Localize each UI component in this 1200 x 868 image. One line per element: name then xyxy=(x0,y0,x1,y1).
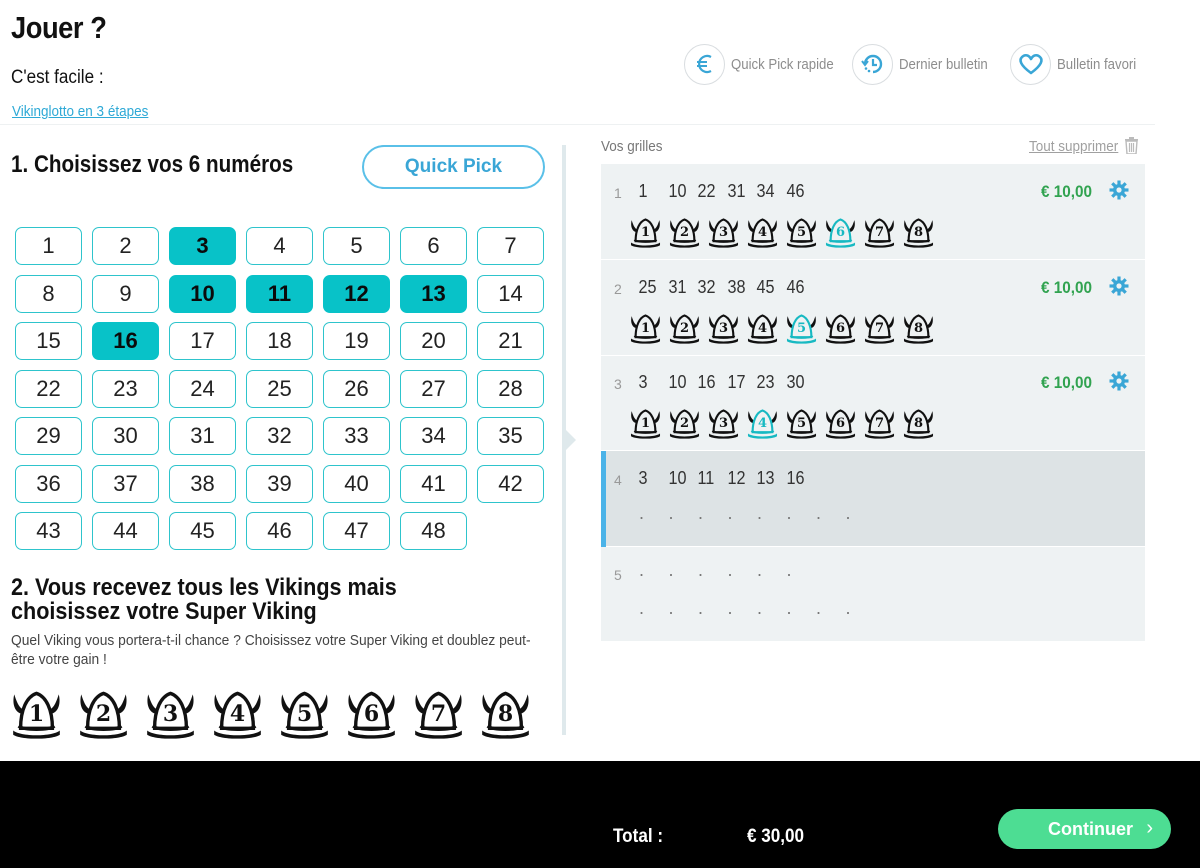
grid-row-5[interactable] xyxy=(601,546,1145,642)
grid-numbers xyxy=(637,181,814,202)
grid-number: 31 xyxy=(726,181,746,201)
grid-viking-1 xyxy=(629,216,662,248)
grid-row-3[interactable] xyxy=(601,355,1145,451)
page-title: Jouer ? xyxy=(11,10,107,45)
number-cell-43[interactable]: 43 xyxy=(15,512,82,550)
viking-number: 4 xyxy=(757,225,768,240)
number-cell-37[interactable]: 37 xyxy=(92,465,159,503)
number-cell-23[interactable]: 23 xyxy=(92,370,159,408)
grid-viking-7 xyxy=(863,312,896,344)
page-subtitle: C'est facile : xyxy=(11,67,104,88)
number-cell-12[interactable]: 12 xyxy=(323,275,390,313)
number-cell-20[interactable]: 20 xyxy=(400,322,467,360)
viking-number: 2 xyxy=(95,701,112,727)
grid-number: 13 xyxy=(756,467,775,488)
header-divider xyxy=(0,124,1155,125)
viking-number: 6 xyxy=(363,701,380,727)
grid-number: 46 xyxy=(785,276,805,297)
number-cell-29[interactable]: 29 xyxy=(15,417,82,455)
number-cell-27[interactable]: 27 xyxy=(400,370,467,408)
grid-price: € 10,00 xyxy=(1041,373,1093,392)
number-cell-17[interactable]: 17 xyxy=(169,322,236,360)
grid-vikings xyxy=(629,407,935,439)
viking-number: 7 xyxy=(874,320,885,336)
grid-vikings xyxy=(629,312,935,344)
grid-viking-3 xyxy=(707,407,740,439)
step2-description: Quel Viking vous portera-t-il chance ? Choisissez votre Super Viking et doublez peut-être votre gain ! xyxy=(11,632,531,668)
super-viking-6[interactable] xyxy=(345,688,398,739)
grid-row-2[interactable] xyxy=(601,260,1145,356)
number-cell-18[interactable]: 18 xyxy=(246,322,313,360)
viking-number: 7 xyxy=(874,225,885,240)
grid-viking-4 xyxy=(746,407,779,439)
number-cell-4[interactable]: 4 xyxy=(246,227,313,265)
quick-pick-rapide-button[interactable] xyxy=(684,43,848,85)
grid-viking-6 xyxy=(824,216,857,248)
grid-number: 32 xyxy=(697,276,716,297)
grid-number: 46 xyxy=(785,181,805,201)
viking-number: 8 xyxy=(913,416,924,431)
number-cell-42[interactable]: 42 xyxy=(477,465,544,503)
grid-number: 38 xyxy=(726,276,746,297)
number-cell-46[interactable]: 46 xyxy=(246,512,313,550)
grid-price: € 10,00 xyxy=(1041,182,1093,201)
number-cell-1[interactable]: 1 xyxy=(15,227,82,265)
grid-index: 1 xyxy=(614,185,622,201)
viking-number: 3 xyxy=(718,225,729,240)
grid-viking-5 xyxy=(785,312,818,344)
grid-price: € 10,00 xyxy=(1041,277,1093,297)
viking-number: 7 xyxy=(874,416,885,431)
grid-number: 16 xyxy=(785,467,805,488)
delete-all-link[interactable]: Tout supprimer xyxy=(1029,138,1119,155)
number-cell-31[interactable]: 31 xyxy=(169,417,236,455)
number-cell-33[interactable]: 33 xyxy=(323,417,390,455)
super-viking-7[interactable] xyxy=(412,688,465,739)
chevron-right-icon: › xyxy=(1146,817,1153,839)
grid-viking-3 xyxy=(707,216,740,248)
viking-number: 1 xyxy=(28,701,45,727)
step2-title: 2. Vous recevez tous les Vikings mais choisissez votre Super Viking xyxy=(11,574,397,625)
grid-index: 4 xyxy=(614,471,622,488)
grid-viking-4 xyxy=(746,216,779,248)
number-cell-44[interactable]: 44 xyxy=(92,512,159,550)
viking-number: 7 xyxy=(430,701,447,727)
number-cell-41[interactable]: 41 xyxy=(400,465,467,503)
grid-number: 3 xyxy=(638,372,648,392)
continue-label: Continuer xyxy=(1048,818,1133,839)
super-viking-8[interactable] xyxy=(479,688,532,739)
number-cell-38[interactable]: 38 xyxy=(169,465,236,503)
number-cell-30[interactable]: 30 xyxy=(92,417,159,455)
number-cell-22[interactable]: 22 xyxy=(15,370,82,408)
grid-row-1[interactable] xyxy=(601,164,1145,260)
grid-number: 10 xyxy=(667,181,687,201)
grid-number: 25 xyxy=(638,276,657,297)
grid-viking-8 xyxy=(902,216,935,248)
grid-viking-6 xyxy=(824,312,857,344)
viking-number: 5 xyxy=(296,701,313,727)
gear-icon[interactable] xyxy=(1109,371,1129,391)
viking-number: 3 xyxy=(718,416,729,431)
number-cell-21[interactable]: 21 xyxy=(477,322,544,360)
bulletin-favori-button[interactable] xyxy=(1010,43,1147,85)
grid-number: 17 xyxy=(726,372,746,392)
grid-index: 2 xyxy=(614,280,622,297)
grid-viking-4 xyxy=(746,312,779,344)
grid-number: 10 xyxy=(667,467,687,488)
grid-row-4[interactable] xyxy=(601,451,1145,547)
number-cell-28[interactable]: 28 xyxy=(477,370,544,408)
viking-number: 8 xyxy=(497,701,514,727)
number-cell-9[interactable]: 9 xyxy=(92,275,159,313)
viking-number: 1 xyxy=(640,320,651,336)
number-cell-2[interactable]: 2 xyxy=(92,227,159,265)
gear-icon[interactable] xyxy=(1109,180,1129,200)
number-cell-19[interactable]: 19 xyxy=(323,322,390,360)
grid-index: 5 xyxy=(614,567,622,583)
grid-number: 12 xyxy=(726,467,746,488)
viking-number: 6 xyxy=(835,320,846,336)
viking-number: 4 xyxy=(757,320,768,336)
super-viking-5[interactable] xyxy=(278,688,331,739)
viking-number: 2 xyxy=(679,320,690,336)
number-cell-40[interactable]: 40 xyxy=(323,465,390,503)
grid-number: 11 xyxy=(697,467,715,488)
grid-number: 34 xyxy=(756,181,775,201)
number-cell-39[interactable]: 39 xyxy=(246,465,313,503)
grid-viking-2 xyxy=(668,407,701,439)
number-cell-15[interactable]: 15 xyxy=(15,322,82,360)
number-cell-35[interactable]: 35 xyxy=(477,417,544,455)
number-cell-16[interactable]: 16 xyxy=(92,322,159,360)
viking-number: 8 xyxy=(913,225,924,240)
steps-link[interactable]: Vikinglotto en 3 étapes xyxy=(12,103,149,120)
viking-number: 2 xyxy=(679,225,690,240)
grid-number: 30 xyxy=(785,372,805,392)
number-cell-3[interactable]: 3 xyxy=(169,227,236,265)
viking-number: 6 xyxy=(835,416,846,431)
trash-icon[interactable] xyxy=(1124,137,1139,154)
dernier-bulletin-button[interactable] xyxy=(852,43,1000,85)
super-viking-3[interactable] xyxy=(144,688,197,739)
number-cell-8[interactable]: 8 xyxy=(15,275,82,313)
number-cell-32[interactable]: 32 xyxy=(246,417,313,455)
number-cell-48[interactable]: 48 xyxy=(400,512,467,550)
super-viking-picker xyxy=(10,688,532,739)
grid-viking-5 xyxy=(785,407,818,439)
grid-number: 45 xyxy=(756,276,775,297)
continue-button[interactable] xyxy=(998,809,1171,849)
grid-viking-1 xyxy=(629,312,662,344)
grid-numbers xyxy=(637,468,814,489)
grid-numbers xyxy=(637,277,814,298)
number-cell-14[interactable]: 14 xyxy=(477,275,544,313)
grid-viking-8 xyxy=(902,407,935,439)
gear-icon[interactable] xyxy=(1109,276,1129,296)
total-label: Total : xyxy=(613,826,664,847)
grid-vikings xyxy=(629,216,935,248)
grid-viking-2 xyxy=(668,216,701,248)
viking-number: 8 xyxy=(913,320,924,336)
super-viking-2[interactable] xyxy=(77,688,130,739)
grid-number: 23 xyxy=(756,372,775,392)
viking-number: 4 xyxy=(757,416,768,431)
viking-number: 1 xyxy=(640,225,651,240)
number-cell-13[interactable]: 13 xyxy=(400,275,467,313)
super-viking-1[interactable] xyxy=(10,688,63,739)
empty-vikings: . . . . . . . . xyxy=(639,502,851,523)
number-cell-7[interactable]: 7 xyxy=(477,227,544,265)
empty-vikings: . . . . . . . . xyxy=(639,598,851,618)
quick-pick-rapide-label: Quick Pick rapide xyxy=(731,55,834,73)
heart-icon xyxy=(1010,44,1051,85)
grid-number: 16 xyxy=(697,372,716,392)
viking-number: 5 xyxy=(796,320,807,336)
viking-number: 6 xyxy=(835,225,846,240)
step1-title: 1. Choisissez vos 6 numéros xyxy=(11,151,294,178)
grid-numbers xyxy=(637,372,814,393)
grid-number: 22 xyxy=(697,181,716,201)
viking-number: 5 xyxy=(796,416,807,431)
grid-viking-8 xyxy=(902,312,935,344)
number-cell-5[interactable]: 5 xyxy=(323,227,390,265)
number-cell-6[interactable]: 6 xyxy=(400,227,467,265)
viking-number: 2 xyxy=(679,416,690,431)
empty-numbers: . . . . . . xyxy=(639,560,792,580)
grid-number: 31 xyxy=(667,276,687,297)
quick-pick-button[interactable]: Quick Pick xyxy=(362,145,545,189)
grid-viking-7 xyxy=(863,216,896,248)
super-viking-4[interactable] xyxy=(211,688,264,739)
grid-number: 3 xyxy=(638,467,648,488)
viking-number: 5 xyxy=(796,225,807,240)
total-value: € 30,00 xyxy=(747,826,805,847)
grid-viking-1 xyxy=(629,407,662,439)
divider-arrow-icon xyxy=(566,430,576,450)
grids-panel xyxy=(601,164,1145,642)
grid-number: 1 xyxy=(638,181,648,201)
viking-number: 3 xyxy=(718,320,729,336)
euro-icon xyxy=(684,44,725,85)
viking-number: 4 xyxy=(229,701,246,727)
number-cell-26[interactable]: 26 xyxy=(323,370,390,408)
viking-number: 1 xyxy=(640,416,651,431)
viking-number: 3 xyxy=(162,701,179,727)
grid-viking-7 xyxy=(863,407,896,439)
grid-viking-2 xyxy=(668,312,701,344)
grid-viking-3 xyxy=(707,312,740,344)
number-cell-47[interactable]: 47 xyxy=(323,512,390,550)
number-cell-11[interactable]: 11 xyxy=(246,275,313,313)
number-cell-24[interactable]: 24 xyxy=(169,370,236,408)
grids-title: Vos grilles xyxy=(601,138,663,155)
grid-number: 10 xyxy=(667,372,687,392)
number-cell-36[interactable]: 36 xyxy=(15,465,82,503)
number-cell-45[interactable]: 45 xyxy=(169,512,236,550)
history-clock-icon xyxy=(852,44,893,85)
grid-viking-5 xyxy=(785,216,818,248)
number-cell-10[interactable]: 10 xyxy=(169,275,236,313)
number-cell-34[interactable]: 34 xyxy=(400,417,467,455)
bulletin-favori-label: Bulletin favori xyxy=(1057,55,1137,73)
grid-index: 3 xyxy=(614,376,622,392)
number-cell-25[interactable]: 25 xyxy=(246,370,313,408)
grid-viking-6 xyxy=(824,407,857,439)
dernier-bulletin-label: Dernier bulletin xyxy=(899,55,988,73)
